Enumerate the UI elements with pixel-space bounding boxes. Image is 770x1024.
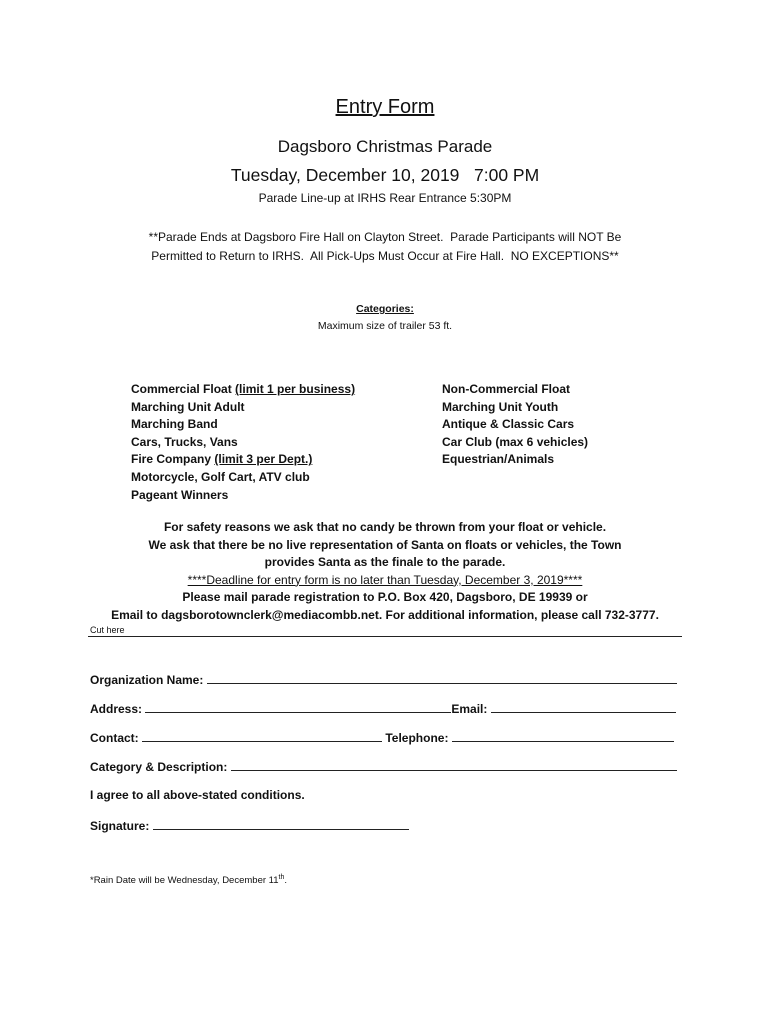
category-item: Antique & Classic Cars <box>442 417 575 432</box>
categories-right-column <box>442 381 588 469</box>
email-instructions: Email to dagsborotownclerk@mediacombb.net. For additional information, please call 732-3777. <box>111 607 659 622</box>
address-row <box>90 700 676 716</box>
category-item: Pageant Winners <box>131 487 229 502</box>
notice-line-2: Permitted to Return to IRHS. All Pick-Ups Must Occur at Fire Hall. NO EXCEPTIONS** <box>151 249 619 263</box>
santa-rule-2: provides Santa as the finale to the parade. <box>264 555 506 570</box>
deadline-notice: ****Deadline for entry form is no later than Tuesday, December 3, 2019**** <box>187 572 583 587</box>
category-item: Marching Unit Adult <box>131 399 245 414</box>
category-item: Cars, Trucks, Vans <box>131 434 238 449</box>
signature-label: Signature: <box>90 819 150 833</box>
telephone-label: Telephone: <box>385 731 449 745</box>
category-item: Motorcycle, Golf Cart, ATV club <box>131 469 310 484</box>
trailer-size-note: Maximum size of trailer 53 ft. <box>317 320 453 332</box>
cut-here-label: Cut here <box>90 625 125 635</box>
agreement-text: I agree to all above-stated conditions. <box>90 788 305 802</box>
category-item: Marching Band <box>131 417 218 432</box>
email-field[interactable] <box>491 700 676 713</box>
event-name: Dagsboro Christmas Parade <box>277 137 493 156</box>
category-item: Marching Unit Youth <box>442 399 559 414</box>
candy-rule: For safety reasons we ask that no candy be thrown from your float or vehicle. <box>163 520 607 534</box>
organization-row <box>90 671 677 687</box>
category-item: Fire Company (limit 3 per Dept.) <box>131 452 313 467</box>
category-description-field[interactable] <box>231 758 677 771</box>
signature-row <box>90 817 409 833</box>
address-field[interactable] <box>145 700 451 713</box>
signature-field[interactable] <box>153 817 409 830</box>
notice-line-1: **Parade Ends at Dagsboro Fire Hall on Clayton Street. Parade Participants will NOT Be <box>148 230 622 244</box>
contact-row <box>90 729 674 745</box>
category-item: Car Club (max 6 vehicles) <box>442 434 589 449</box>
categories-left-column <box>131 381 355 504</box>
category-item: Commercial Float (limit 1 per business) <box>131 382 356 396</box>
category-item: Non-Commercial Float <box>442 382 571 396</box>
mail-instructions: Please mail parade registration to P.O. Box 420, Dagsboro, DE 19939 or <box>182 590 588 605</box>
event-datetime: Tuesday, December 10, 2019 7:00 PM <box>230 165 540 185</box>
santa-rule-1: We ask that there be no live representation of Santa on floats or vehicles, the Town <box>148 537 622 552</box>
contact-label: Contact: <box>90 731 139 745</box>
parade-rules-info <box>0 519 770 625</box>
organization-label: Organization Name: <box>90 673 204 687</box>
category-row <box>90 758 677 774</box>
category-label: Category & Description: <box>90 760 228 774</box>
page-title: Entry Form <box>335 96 435 118</box>
categories-heading: Categories: <box>356 303 414 315</box>
lineup-info: Parade Line-up at IRHS Rear Entrance 5:30PM <box>258 191 512 205</box>
cut-line <box>88 636 682 637</box>
telephone-field[interactable] <box>452 729 674 742</box>
rain-date-footnote: *Rain Date will be Wednesday, December 11th. <box>90 874 287 887</box>
parade-end-notice <box>0 228 770 266</box>
address-label: Address: <box>90 702 143 716</box>
email-label: Email: <box>451 702 488 716</box>
category-item: Equestrian/Animals <box>442 452 555 467</box>
contact-field[interactable] <box>142 729 382 742</box>
organization-field[interactable] <box>207 671 677 684</box>
